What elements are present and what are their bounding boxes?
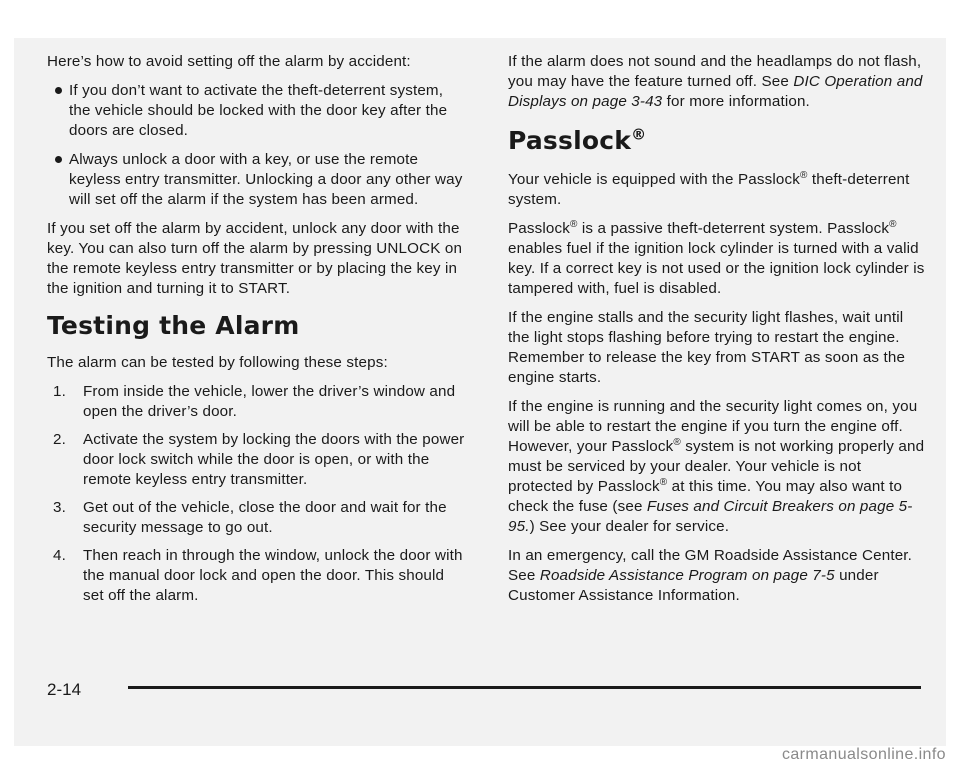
paragraph-text: If the engine is running and the security light comes on, you will be able to restart the engine if you turn the engine off. However, your Passlock — [508, 398, 918, 455]
emergency-paragraph — [508, 546, 928, 606]
list-item — [47, 430, 465, 490]
step-number: 3. — [53, 499, 66, 516]
paragraph-text: enables fuel if the ignition lock cylinder is turned with a valid key. If a correct key is not used or the ignition lock cylinder is tampered with, fuel is disabled. — [508, 240, 925, 297]
registered-mark: ® — [673, 436, 681, 448]
step-text: Then reach in through the window, unlock the door with the manual door lock and open the door. This should set off the alarm. — [83, 547, 463, 604]
registered-mark: ® — [659, 476, 668, 488]
paragraph-text: Passlock — [508, 220, 570, 237]
cross-reference: DIC Operation and Displays on page 3-43 — [508, 73, 923, 110]
list-item — [47, 150, 465, 210]
step-number: 1. — [53, 383, 66, 400]
test-steps-list — [47, 382, 465, 606]
paragraph-text: for more information. — [662, 93, 810, 110]
step-text: From inside the vehicle, lower the driver’s window and open the driver’s door. — [83, 383, 456, 420]
step-text: Get out of the vehicle, close the door and wait for the security message to go out. — [83, 499, 447, 536]
paragraph-text: theft-deterrent system. — [508, 171, 910, 208]
bullet-text: Always unlock a door with a key, or use the remote keyless entry transmitter. Unlocking a door any other way will set off the alarm if the system has been armed. — [69, 151, 463, 208]
paragraph-text: is a passive theft-deterrent system. Passlock — [577, 220, 890, 237]
bullet-icon — [55, 156, 62, 163]
paragraph-text: Your vehicle is equipped with the Passlock — [508, 171, 800, 188]
steps-intro: The alarm can be tested by following these steps: — [47, 354, 388, 371]
paragraph-text: system is not working properly and must be serviced by your dealer. Your vehicle is not protected by Passlock — [508, 438, 925, 495]
registered-mark: ® — [799, 169, 808, 181]
avoid-alarm-list — [47, 81, 465, 210]
passlock-equipped-paragraph — [508, 170, 928, 210]
list-item — [47, 498, 465, 538]
paragraph-text: If the alarm does not sound and the headlamps do not flash, you may have the feature turned off. See — [508, 53, 922, 90]
paragraph-text: under Customer Assistance Information. — [508, 567, 879, 604]
step-number: 2. — [53, 431, 66, 448]
registered-mark: ® — [889, 218, 897, 230]
page-number: 2-14 — [47, 680, 82, 699]
section-heading-testing-alarm: Testing the Alarm — [47, 311, 300, 340]
section-heading-passlock — [508, 126, 928, 156]
bullet-icon — [55, 87, 62, 94]
accident-paragraph: If you set off the alarm by accident, unlock any door with the key. You can also turn off the alarm by pressing UNLOCK on the remote keyless entry transmitter or by placing the key in the ignition and turning it to START. — [47, 220, 463, 297]
alarm-feature-paragraph — [508, 52, 928, 112]
heading-text: Passlock — [508, 126, 632, 155]
passlock-description-paragraph — [508, 219, 928, 299]
list-item — [47, 382, 465, 422]
engine-stalls-paragraph: If the engine stalls and the security light flashes, wait until the light stops flashing before trying to restart the engine. Remember to release the key from START as soon as the engine starts. — [508, 309, 906, 386]
right-column — [508, 52, 928, 615]
cross-reference: Fuses and Circuit Breakers on page 5-95. — [508, 498, 913, 535]
paragraph-text: at this time. You may also want to check the fuse (see — [508, 478, 903, 515]
step-number: 4. — [53, 547, 66, 564]
footer-rule — [128, 686, 921, 689]
cross-reference: Roadside Assistance Program on page 7-5 — [539, 567, 835, 584]
left-column — [47, 52, 465, 614]
step-text: Activate the system by locking the doors with the power door lock switch while the door is open, or with the remote keyless entry transmitter. — [83, 431, 465, 488]
list-item — [47, 81, 465, 141]
intro-text: Here’s how to avoid setting off the alarm by accident: — [47, 53, 411, 70]
paragraph-text: In an emergency, call the GM Roadside Assistance Center. See — [508, 547, 913, 584]
registered-mark: ® — [631, 125, 647, 144]
paragraph-text: ) See your dealer for service. — [529, 518, 730, 535]
bullet-text: If you don’t want to activate the theft-deterrent system, the vehicle should be locked with the door key after the doors are closed. — [69, 82, 448, 139]
list-item — [47, 546, 465, 606]
security-light-paragraph — [508, 397, 928, 537]
watermark: carmanualsonline.info — [781, 746, 946, 763]
registered-mark: ® — [569, 218, 578, 230]
